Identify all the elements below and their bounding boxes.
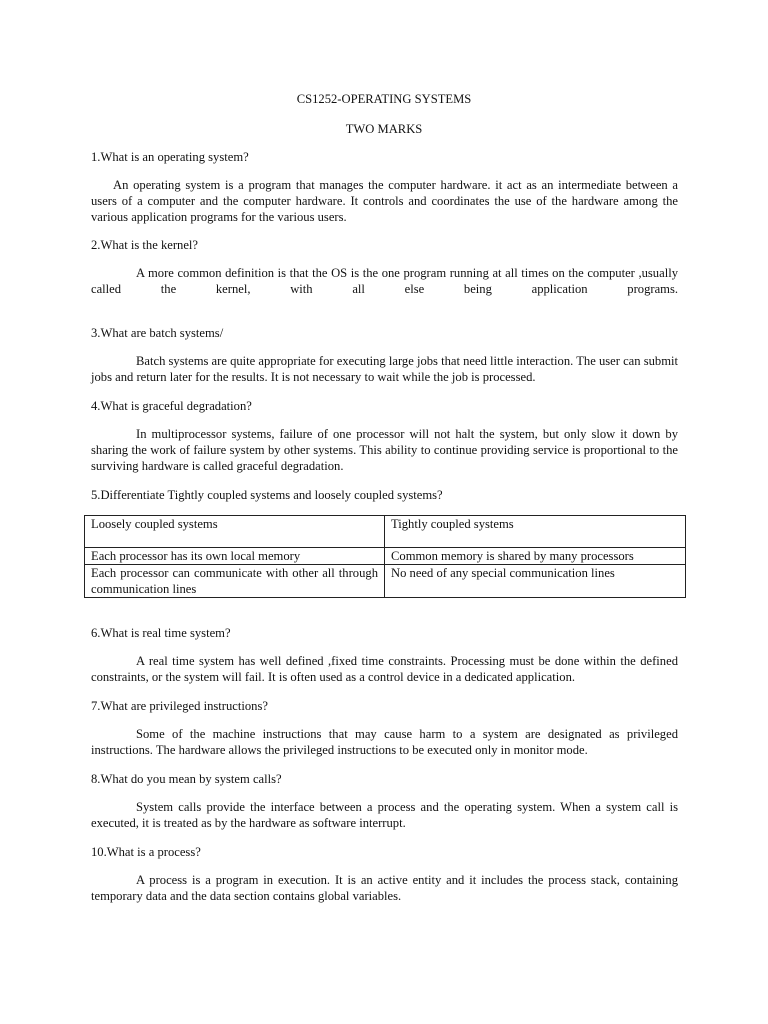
question-7: 7.What are privileged instructions?: [91, 699, 268, 713]
comparison-table: [84, 515, 686, 598]
table-cell: Common memory is shared by many processors: [385, 548, 686, 565]
question-2: 2.What is the kernel?: [91, 238, 199, 252]
table-row: [85, 565, 686, 598]
question-1: 1.What is an operating system?: [91, 150, 249, 164]
answer-2: A more common definition is that the OS is the one program running at all times on the computer ,usually called the kernel, with all else being application programs.: [91, 266, 678, 296]
answer-1: An operating system is a program that manages the computer hardware. it act as an intermediate between a users of a computer and the computer hardware. It controls and coordinates the use of the hardware among the various application programs for the various users.: [91, 178, 678, 224]
answer-8: System calls provide the interface between a process and the operating system. When a system call is executed, it is treated as by the hardware as software interrupt.: [91, 800, 678, 830]
answer-7: Some of the machine instructions that may cause harm to a system are designated as privileged instructions. The hardware allows the privileged instructions to be executed only in monitor mode.: [91, 727, 678, 757]
answer-3: Batch systems are quite appropriate for executing large jobs that need little interaction. The user can submit jobs and return later for the results. It is not necessary to wait while the job is processed.: [91, 354, 678, 384]
table-cell: No need of any special communication lines: [385, 565, 686, 598]
question-5: 5.Differentiate Tightly coupled systems and loosely coupled systems?: [91, 488, 443, 502]
table-header-loosely: Loosely coupled systems: [85, 516, 385, 548]
table-cell: Each processor has its own local memory: [85, 548, 385, 565]
question-6: 6.What is real time system?: [91, 626, 231, 640]
table-header-row: [85, 516, 686, 548]
question-10: 10.What is a process?: [91, 845, 201, 859]
page-subtitle: TWO MARKS: [345, 122, 423, 136]
answer-6: A real time system has well defined ,fixed time constraints. Processing must be done within the defined constraints, or the system will fail. It is often used as a control device in a dedicated application.: [91, 654, 678, 684]
table-cell: Each processor can communicate with other all through communication lines: [85, 565, 385, 598]
question-3: 3.What are batch systems/: [91, 326, 224, 340]
question-8: 8.What do you mean by system calls?: [91, 772, 282, 786]
table-header-tightly: Tightly coupled systems: [385, 516, 686, 548]
question-4: 4.What is graceful degradation?: [91, 399, 252, 413]
page-title: CS1252-OPERATING SYSTEMS: [296, 92, 472, 106]
table-row: [85, 548, 686, 565]
answer-10: A process is a program in execution. It is an active entity and it includes the process stack, containing temporary data and the data section contains global variables.: [91, 873, 678, 903]
answer-4: In multiprocessor systems, failure of one processor will not halt the system, but only slow it down by sharing the work of failure system by other systems. This ability to continue providing service is proportional to the surviving hardware is called graceful degradation.: [91, 427, 678, 473]
